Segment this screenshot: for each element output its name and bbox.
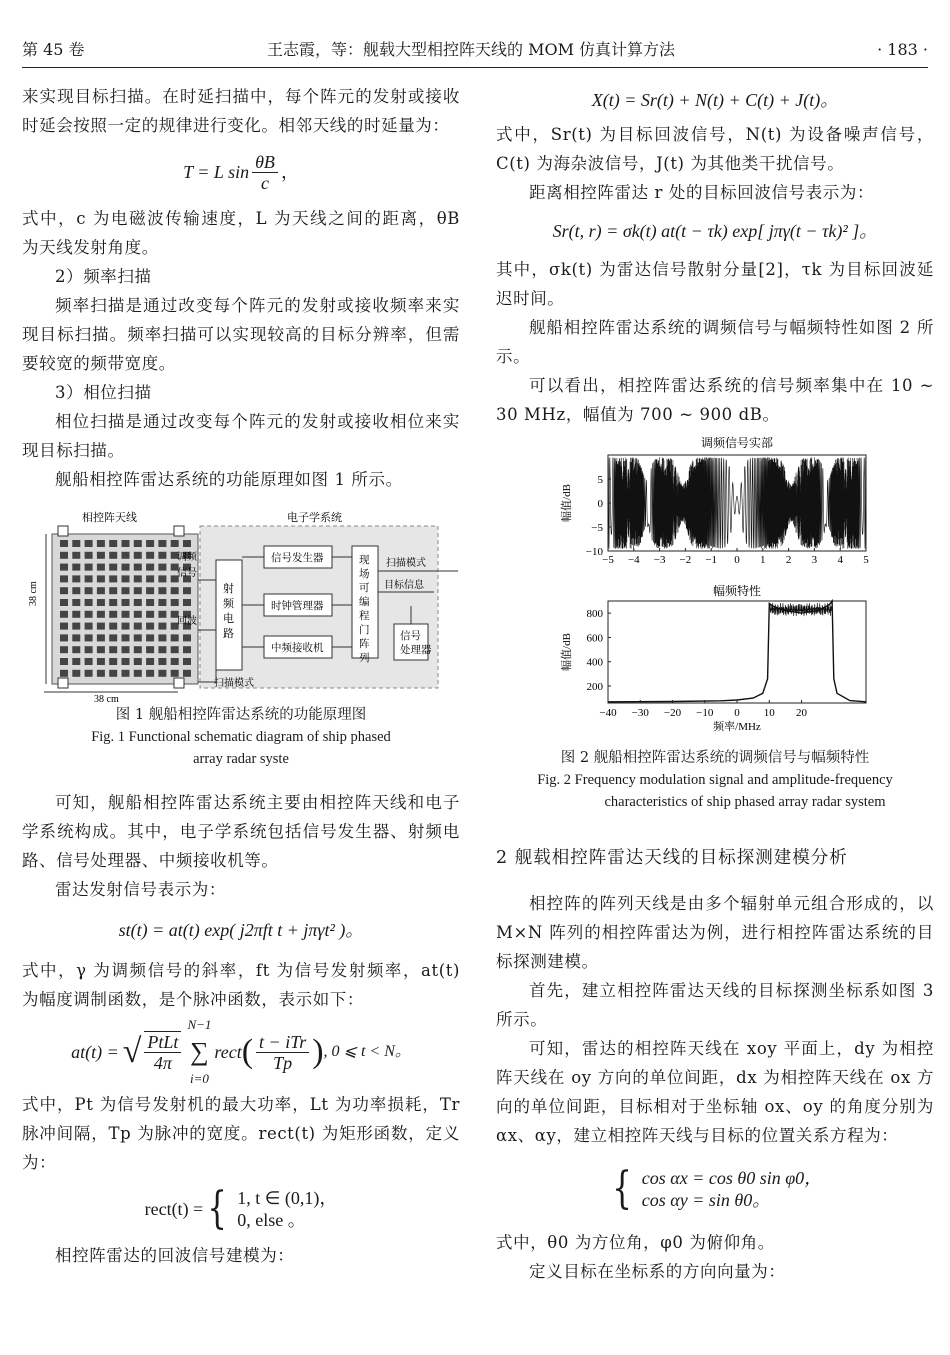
antenna-element bbox=[134, 646, 142, 653]
antenna-element bbox=[122, 575, 130, 582]
antenna-element bbox=[171, 587, 179, 594]
antenna-element bbox=[146, 658, 154, 665]
antenna-element bbox=[183, 634, 191, 641]
antenna-element bbox=[146, 564, 154, 571]
antenna-element bbox=[122, 658, 130, 665]
running-header bbox=[22, 38, 928, 68]
subheading: 2）频率扫描 bbox=[55, 267, 152, 286]
x-tick-label: 0 bbox=[734, 707, 740, 719]
y-tick-label: −5 bbox=[591, 522, 603, 534]
clock-manager-label: 时钟管理器 bbox=[271, 601, 324, 612]
fm-signal-label-1: 调频 bbox=[177, 552, 197, 563]
antenna-element bbox=[122, 587, 130, 594]
plot-frame bbox=[608, 601, 866, 703]
antenna-element bbox=[60, 564, 68, 571]
antenna-element bbox=[60, 634, 68, 641]
size-horizontal-label: 38 cm bbox=[94, 694, 119, 702]
y-tick-label: 5 bbox=[597, 474, 603, 486]
antenna-element bbox=[122, 646, 130, 653]
antenna-element bbox=[134, 670, 142, 677]
antenna-element bbox=[72, 540, 80, 547]
paragraph: 可以看出，相控阵雷达系统的信号频率集中在 10 ~ 30 MHz，幅值为 700 ~ 900 dB。 bbox=[496, 376, 934, 424]
mount-bracket bbox=[58, 678, 68, 688]
antenna-element bbox=[72, 646, 80, 653]
antenna-element bbox=[134, 540, 142, 547]
antenna-element bbox=[97, 658, 105, 665]
antenna-element bbox=[97, 540, 105, 547]
paragraph: 式中，Pt 为信号发射机的最大功率，Lt 为功率损耗，Tr 脉冲间隔，Tp 为脉冲的宽度。rect(t) 为矩形函数，定义为： bbox=[22, 1095, 460, 1172]
antenna-element bbox=[97, 599, 105, 606]
antenna-element bbox=[109, 575, 117, 582]
antenna-element bbox=[158, 658, 166, 665]
antenna-element bbox=[72, 611, 80, 618]
paragraph: 可知，雷达的相控阵天线在 xoy 平面上，dy 为相控阵天线在 oy 方向的单位间距，dx 为相控阵天线在 ox 方向的单位间距，目标相对于坐标轴 ox、oy 的角度分别为 αx、αy，建立相控阵天线与目标的位置关系方程为： bbox=[496, 1039, 934, 1145]
antenna-element bbox=[97, 623, 105, 630]
x-tick-label: 20 bbox=[796, 707, 807, 719]
antenna-element bbox=[85, 611, 93, 618]
x-tick-label: 10 bbox=[763, 707, 775, 719]
x-axis-label: 频率/MHz bbox=[713, 721, 761, 733]
antenna-element bbox=[72, 587, 80, 594]
antenna-element bbox=[158, 587, 166, 594]
antenna-element bbox=[60, 575, 68, 582]
x-tick-label: 4 bbox=[837, 554, 843, 566]
antenna-element bbox=[122, 552, 130, 559]
x-tick-label: −20 bbox=[663, 707, 682, 719]
page-number: · 183 · bbox=[877, 40, 928, 59]
antenna-element bbox=[134, 575, 142, 582]
paragraph: 相控阵雷达的回波信号建模为： bbox=[55, 1246, 295, 1265]
x-tick-label: −30 bbox=[631, 707, 649, 719]
antenna-element bbox=[122, 611, 130, 618]
mount-bracket bbox=[58, 526, 68, 536]
x-tick-label: 0 bbox=[734, 554, 740, 566]
antenna-element bbox=[109, 670, 117, 677]
paragraph: 舰船相控阵雷达系统的功能原理如图 1 所示。 bbox=[55, 470, 403, 489]
antenna-element bbox=[97, 552, 105, 559]
antenna-element bbox=[109, 646, 117, 653]
rf-circuit-label: 射频电路 bbox=[223, 583, 234, 640]
paragraph: 距离相控阵雷达 r 处的目标回波信号表示为： bbox=[529, 183, 875, 202]
antenna-element bbox=[97, 587, 105, 594]
antenna-element bbox=[72, 634, 80, 641]
antenna-element bbox=[60, 552, 68, 559]
antenna-element bbox=[72, 599, 80, 606]
figure-1-caption: 图 1 舰船相控阵雷达系统的功能原理图 bbox=[115, 707, 367, 723]
antenna-element bbox=[85, 540, 93, 547]
figure-2-caption-en-1: Fig. 2 Frequency modulation signal and amplitude-frequency bbox=[537, 772, 893, 788]
paragraph: 式中，θ0 为方位角，φ0 为俯仰角。 bbox=[496, 1233, 775, 1252]
x-tick-label: −5 bbox=[602, 554, 614, 566]
antenna-element bbox=[146, 587, 154, 594]
paragraph: 相位扫描是通过改变每个阵元的发射或接收相位来实现目标扫描。 bbox=[22, 412, 460, 460]
equation-direction-cosines: { cos αx = cos θ0 sin φ0， cos αy = sin θ0。 bbox=[611, 1163, 823, 1214]
antenna-element bbox=[134, 634, 142, 641]
antenna-element bbox=[60, 658, 68, 665]
antenna-element bbox=[72, 670, 80, 677]
chart-fm-signal bbox=[496, 435, 934, 583]
antenna-element bbox=[183, 646, 191, 653]
antenna-element bbox=[171, 540, 179, 547]
x-tick-label: −40 bbox=[599, 707, 617, 719]
signal-generator-label: 信号发生器 bbox=[271, 553, 324, 564]
antenna-element bbox=[171, 634, 179, 641]
antenna-element bbox=[72, 623, 80, 630]
subheading: 3）相位扫描 bbox=[55, 383, 152, 402]
antenna-element bbox=[146, 599, 154, 606]
antenna-element bbox=[146, 670, 154, 677]
antenna-element bbox=[109, 587, 117, 594]
x-tick-label: −10 bbox=[696, 707, 714, 719]
y-tick-label: 800 bbox=[586, 608, 603, 621]
antenna-element bbox=[158, 623, 166, 630]
antenna-element bbox=[97, 670, 105, 677]
chart-title: 幅频特性 bbox=[712, 584, 762, 598]
electronics-label: 电子学系统 bbox=[287, 512, 342, 524]
antenna-element bbox=[146, 552, 154, 559]
antenna-element bbox=[85, 599, 93, 606]
equation-rect-function: rect(t) = { 1, t ∈ (0,1)， 0, else 。 bbox=[144, 1183, 338, 1234]
y-tick-label: 200 bbox=[586, 681, 603, 693]
equation-transmit-signal: st(t) = at(t) exp( j2πft t + jπγt² )。 bbox=[118, 920, 364, 940]
antenna-element bbox=[97, 646, 105, 653]
antenna-array bbox=[52, 526, 198, 688]
antenna-element bbox=[183, 587, 191, 594]
antenna-element bbox=[109, 564, 117, 571]
paragraph: 定义目标在坐标系的方向向量为： bbox=[529, 1262, 786, 1281]
target-info-label: 目标信息 bbox=[384, 580, 424, 591]
antenna-element bbox=[72, 564, 80, 571]
chart-title: 调频信号实部 bbox=[700, 436, 774, 450]
x-tick-label: −1 bbox=[705, 554, 718, 566]
antenna-element bbox=[183, 670, 191, 677]
equation-echo-model: X(t) = Sr(t) + N(t) + C(t) + J(t)。 bbox=[591, 90, 839, 110]
antenna-element bbox=[85, 575, 93, 582]
antenna-element bbox=[109, 611, 117, 618]
paragraph: 其中，σk(t) 为雷达信号散射分量[2]，τk 为目标回波延迟时间。 bbox=[496, 260, 934, 308]
antenna-element bbox=[158, 646, 166, 653]
y-tick-label: −10 bbox=[585, 546, 603, 558]
antenna-element bbox=[146, 611, 154, 618]
x-tick-label: −3 bbox=[653, 554, 666, 566]
if-receiver-label: 中频接收机 bbox=[271, 643, 324, 654]
paragraph: 舰船相控阵雷达系统的调频信号与幅频特性如图 2 所示。 bbox=[496, 318, 934, 366]
antenna-element bbox=[158, 575, 166, 582]
paragraph: 相控阵的阵列天线是由多个辐射单元组合形成的，以 M×N 阵列的相控阵雷达为例，进行相控阵雷达系统的目标探测建模。 bbox=[496, 894, 934, 971]
antenna-element bbox=[109, 552, 117, 559]
antenna-element bbox=[146, 634, 154, 641]
x-tick-label: −4 bbox=[627, 554, 640, 566]
fm-signal-label-2: 信号 bbox=[177, 568, 197, 579]
antenna-element bbox=[122, 634, 130, 641]
antenna-element bbox=[134, 587, 142, 594]
paragraph: 式中，Sr(t) 为目标回波信号，N(t) 为设备噪声信号，C(t) 为海杂波信号，J(t) 为其他类干扰信号。 bbox=[496, 125, 934, 173]
article-title: 王志霞，等：舰载大型相控阵天线的 MOM 仿真计算方法 bbox=[267, 40, 676, 59]
antenna-element bbox=[85, 658, 93, 665]
antenna-element bbox=[146, 540, 154, 547]
echo-label: 回波 bbox=[177, 616, 197, 627]
scan-mode-in-label: 扫描模式 bbox=[214, 678, 254, 689]
antenna-element bbox=[158, 564, 166, 571]
x-tick-label: 2 bbox=[785, 554, 792, 566]
figure-1-caption-en-1: Fig. 1 Functional schematic diagram of ship phased bbox=[91, 729, 391, 745]
section-heading: 2 舰载相控阵雷达天线的目标探测建模分析 bbox=[496, 848, 848, 868]
equation-target-echo: Sr(t, r) = σk(t) at(t − τk) exp[ jπγ(t − τk)² ]。 bbox=[552, 221, 878, 241]
equation-amplitude-function: at(t) = √ $\frac{\text{PtLt}}{4\pi}$ N−1 ∑ i=0 rect ( $\frac{\text{t − iTr}}{Tp}$ ) , 0 ⩽ t < N。 bbox=[71, 1017, 411, 1086]
antenna-element bbox=[158, 670, 166, 677]
antenna-element bbox=[97, 611, 105, 618]
signal-processor-label: 信号处理器 bbox=[400, 631, 432, 656]
antenna-element bbox=[171, 670, 179, 677]
y-tick-label: 400 bbox=[586, 656, 603, 669]
x-tick-label: −2 bbox=[679, 554, 692, 566]
antenna-element bbox=[122, 623, 130, 630]
antenna-element bbox=[60, 599, 68, 606]
antenna-element bbox=[85, 564, 93, 571]
antenna-element bbox=[183, 658, 191, 665]
figure-1-caption-en-2: array radar syste bbox=[193, 751, 289, 767]
antenna-element bbox=[85, 552, 93, 559]
antenna-element bbox=[134, 552, 142, 559]
paragraph: 首先，建立相控阵雷达天线的目标探测坐标系如图 3 所示。 bbox=[496, 981, 934, 1029]
y-tick-label: 600 bbox=[586, 632, 603, 645]
antenna-element bbox=[158, 611, 166, 618]
mount-bracket bbox=[174, 526, 184, 536]
antenna-label: 相控阵天线 bbox=[82, 512, 137, 524]
antenna-element bbox=[122, 599, 130, 606]
size-vertical-label: 38 cm bbox=[28, 581, 39, 606]
antenna-element bbox=[97, 634, 105, 641]
paragraph: 频率扫描是通过改变每个阵元的发射或接收频率来实现目标扫描。频率扫描可以实现较高的目标分辨率，但需要较宽的频带宽度。 bbox=[22, 296, 460, 373]
antenna-element bbox=[171, 646, 179, 653]
antenna-element bbox=[122, 540, 130, 547]
antenna-element bbox=[183, 540, 191, 547]
left-column bbox=[22, 82, 460, 1270]
antenna-element bbox=[72, 658, 80, 665]
paragraph: 可知，舰船相控阵雷达系统主要由相控阵天线和电子学系统构成。其中，电子学系统包括信号发生器、射频电路、信号处理器、中频接收机等。 bbox=[22, 793, 460, 870]
antenna-element bbox=[85, 623, 93, 630]
right-column bbox=[496, 82, 934, 1286]
antenna-element bbox=[109, 658, 117, 665]
mount-bracket bbox=[174, 678, 184, 688]
antenna-element bbox=[72, 552, 80, 559]
antenna-element bbox=[60, 540, 68, 547]
antenna-element bbox=[158, 540, 166, 547]
paragraph: 雷达发射信号表示为： bbox=[55, 880, 226, 899]
chart-amplitude-frequency bbox=[496, 583, 934, 743]
antenna-element bbox=[60, 623, 68, 630]
figure-2-caption: 图 2 舰船相控阵雷达系统的调频信号与幅频特性 bbox=[560, 750, 870, 766]
antenna-element bbox=[85, 587, 93, 594]
y-tick-label: 0 bbox=[597, 498, 603, 510]
antenna-element bbox=[171, 599, 179, 606]
x-tick-label: 1 bbox=[760, 554, 766, 566]
antenna-element bbox=[109, 623, 117, 630]
antenna-element bbox=[60, 670, 68, 677]
antenna-element bbox=[85, 670, 93, 677]
antenna-element bbox=[85, 646, 93, 653]
antenna-element bbox=[72, 575, 80, 582]
figure-2-caption-en-2: characteristics of ship phased array radar system bbox=[604, 794, 886, 810]
figure-1-diagram bbox=[22, 506, 460, 702]
antenna-element bbox=[158, 634, 166, 641]
antenna-element bbox=[158, 552, 166, 559]
paragraph: 来实现目标扫描。在时延扫描中，每个阵元的发射或接收时延会按照一定的规律进行变化。相邻天线的时延量为： bbox=[22, 87, 460, 135]
scan-mode-out-label: 扫描模式 bbox=[386, 558, 426, 569]
antenna-element bbox=[134, 564, 142, 571]
paragraph: 式中，γ 为调频信号的斜率，ft 为信号发射频率，at(t) 为幅度调制函数，是个脉冲函数，表示如下： bbox=[22, 961, 460, 1009]
antenna-element bbox=[146, 646, 154, 653]
equation-time-delay: T = L sin $\frac{\theta B}{c}$ ， bbox=[183, 151, 299, 193]
antenna-element bbox=[97, 564, 105, 571]
antenna-element bbox=[97, 575, 105, 582]
antenna-element bbox=[134, 611, 142, 618]
x-tick-label: 5 bbox=[863, 554, 869, 566]
antenna-element bbox=[134, 658, 142, 665]
antenna-element bbox=[60, 587, 68, 594]
fpga-label: 现场可编程门阵列 bbox=[359, 555, 370, 664]
y-axis-label: 幅值/dB bbox=[561, 633, 573, 671]
x-tick-label: 3 bbox=[811, 554, 818, 566]
paragraph: 式中，c 为电磁波传输速度，L 为天线之间的距离，θB 为天线发射角度。 bbox=[22, 209, 460, 257]
volume-label: 第 45 卷 bbox=[22, 40, 85, 59]
antenna-element bbox=[109, 634, 117, 641]
antenna-element bbox=[158, 599, 166, 606]
antenna-element bbox=[109, 599, 117, 606]
y-axis-label: 幅值/dB bbox=[561, 484, 573, 522]
antenna-element bbox=[122, 670, 130, 677]
antenna-element bbox=[146, 623, 154, 630]
antenna-element bbox=[122, 564, 130, 571]
antenna-element bbox=[134, 599, 142, 606]
antenna-element bbox=[60, 646, 68, 653]
antenna-element bbox=[146, 575, 154, 582]
antenna-element bbox=[60, 611, 68, 618]
antenna-element bbox=[171, 658, 179, 665]
antenna-element bbox=[85, 634, 93, 641]
antenna-element bbox=[183, 599, 191, 606]
antenna-element bbox=[134, 623, 142, 630]
antenna-element bbox=[109, 540, 117, 547]
